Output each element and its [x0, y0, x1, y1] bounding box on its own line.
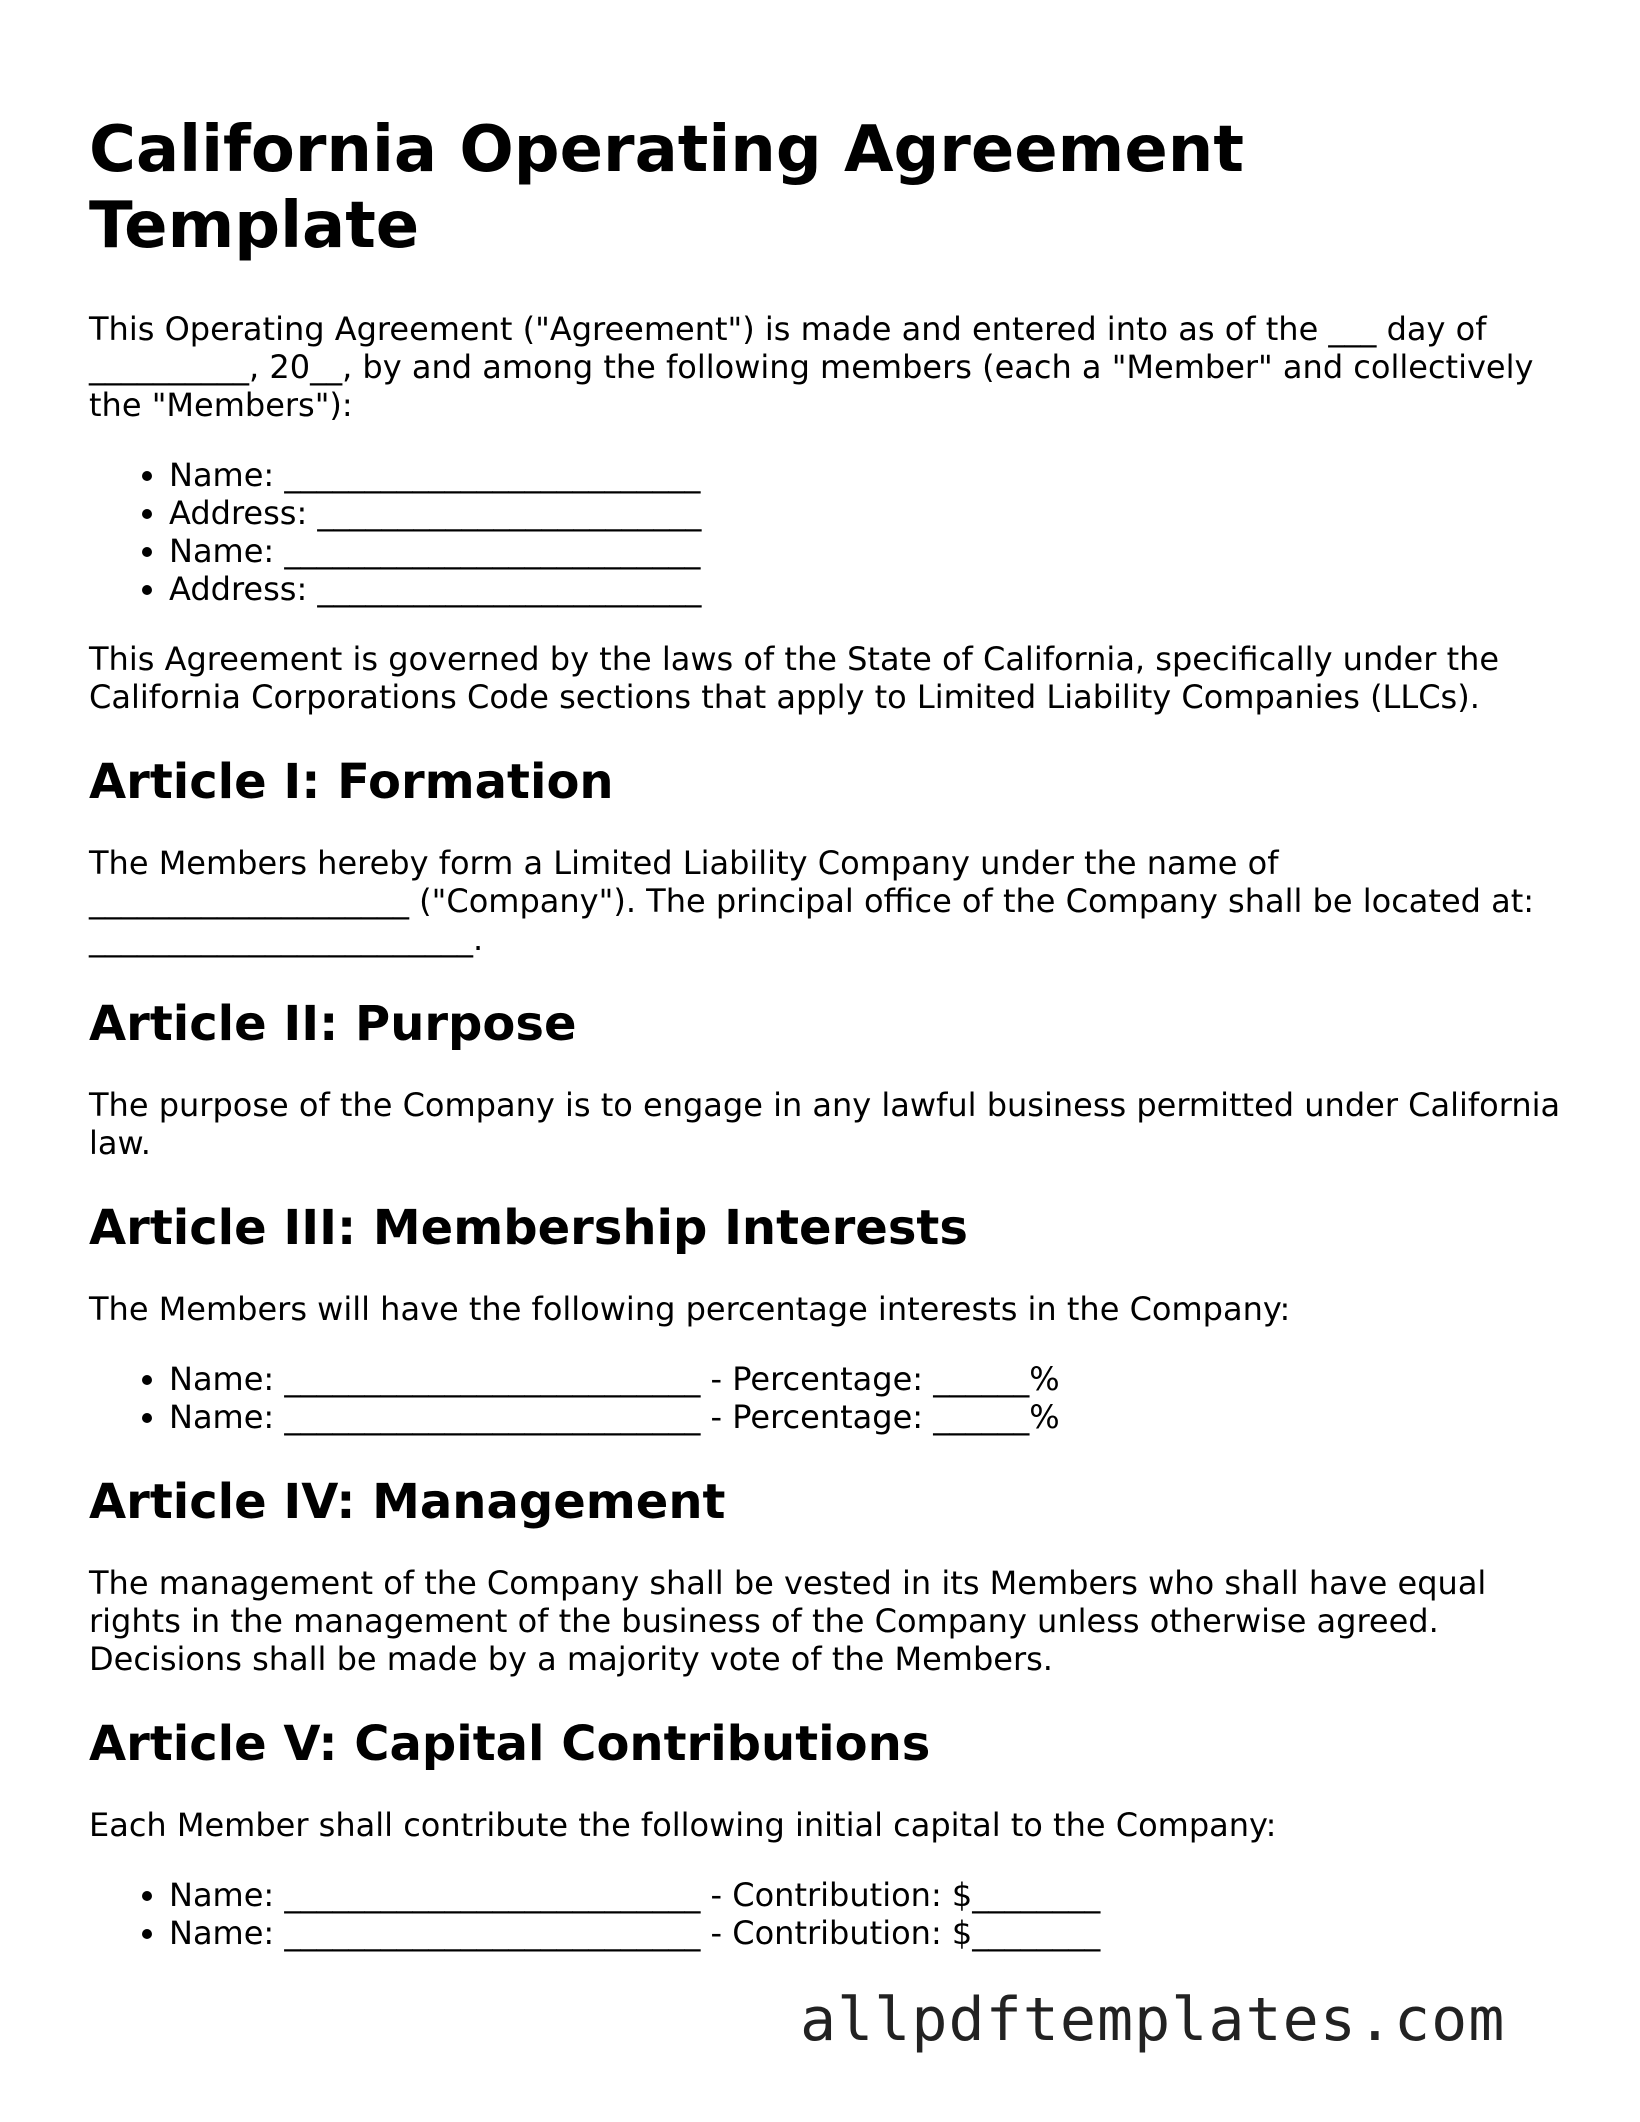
members-list	[89, 456, 1569, 608]
article-2-heading: Article II: Purpose	[89, 996, 577, 1052]
article-4-heading: Article IV: Management	[89, 1474, 726, 1530]
interest-item: • Name: __________________________ - Percentage: ______%	[169, 1360, 1569, 1398]
intro-paragraph: This Operating Agreement ("Agreement") is made and entered into as of the ___ day of __________, 20__, by and among the following members (each a "Member" and collectively the "Members"):	[89, 310, 1534, 424]
page-title: California Operating Agreement Template	[89, 113, 1244, 263]
article-1-heading: Article I: Formation	[89, 754, 614, 810]
contribution-item: • Name: __________________________ - Contribution: $________	[169, 1876, 1569, 1914]
member-address-field: • Address: ________________________	[169, 494, 1569, 532]
member-name-field: • Name: __________________________	[169, 532, 1569, 570]
contribution-item: • Name: __________________________ - Contribution: $________	[169, 1914, 1569, 1952]
membership-interests-list	[89, 1360, 1569, 1436]
governing-law-paragraph: This Agreement is governed by the laws of the State of California, specifically under the California Corporations Code sections that apply to Limited Liability Companies (LLCs).	[89, 640, 1500, 716]
article-3-heading: Article III: Membership Interests	[89, 1200, 968, 1256]
article-3-text: The Members will have the following percentage interests in the Company:	[89, 1290, 1291, 1328]
member-name-field: • Name: __________________________	[169, 456, 1569, 494]
article-1-text: The Members hereby form a Limited Liability Company under the name of ____________________ ("Company"). The principal office of the Company shall be located at: ________________________.	[89, 844, 1535, 958]
article-5-heading: Article V: Capital Contributions	[89, 1716, 931, 1772]
interest-item: • Name: __________________________ - Percentage: ______%	[169, 1398, 1569, 1436]
member-address-field: • Address: ________________________	[169, 570, 1569, 608]
article-2-text: The purpose of the Company is to engage in any lawful business permitted under California law.	[89, 1086, 1561, 1162]
capital-contributions-list	[89, 1876, 1569, 1952]
article-4-text: The management of the Company shall be vested in its Members who shall have equal rights in the management of the business of the Company unless otherwise agreed. Decisions shall be made by a majority vote of the Members.	[89, 1564, 1487, 1678]
document-page	[89, 112, 1569, 1984]
article-5-text: Each Member shall contribute the following initial capital to the Company:	[89, 1806, 1277, 1844]
watermark: allpdftemplates.com	[800, 1985, 1506, 2055]
